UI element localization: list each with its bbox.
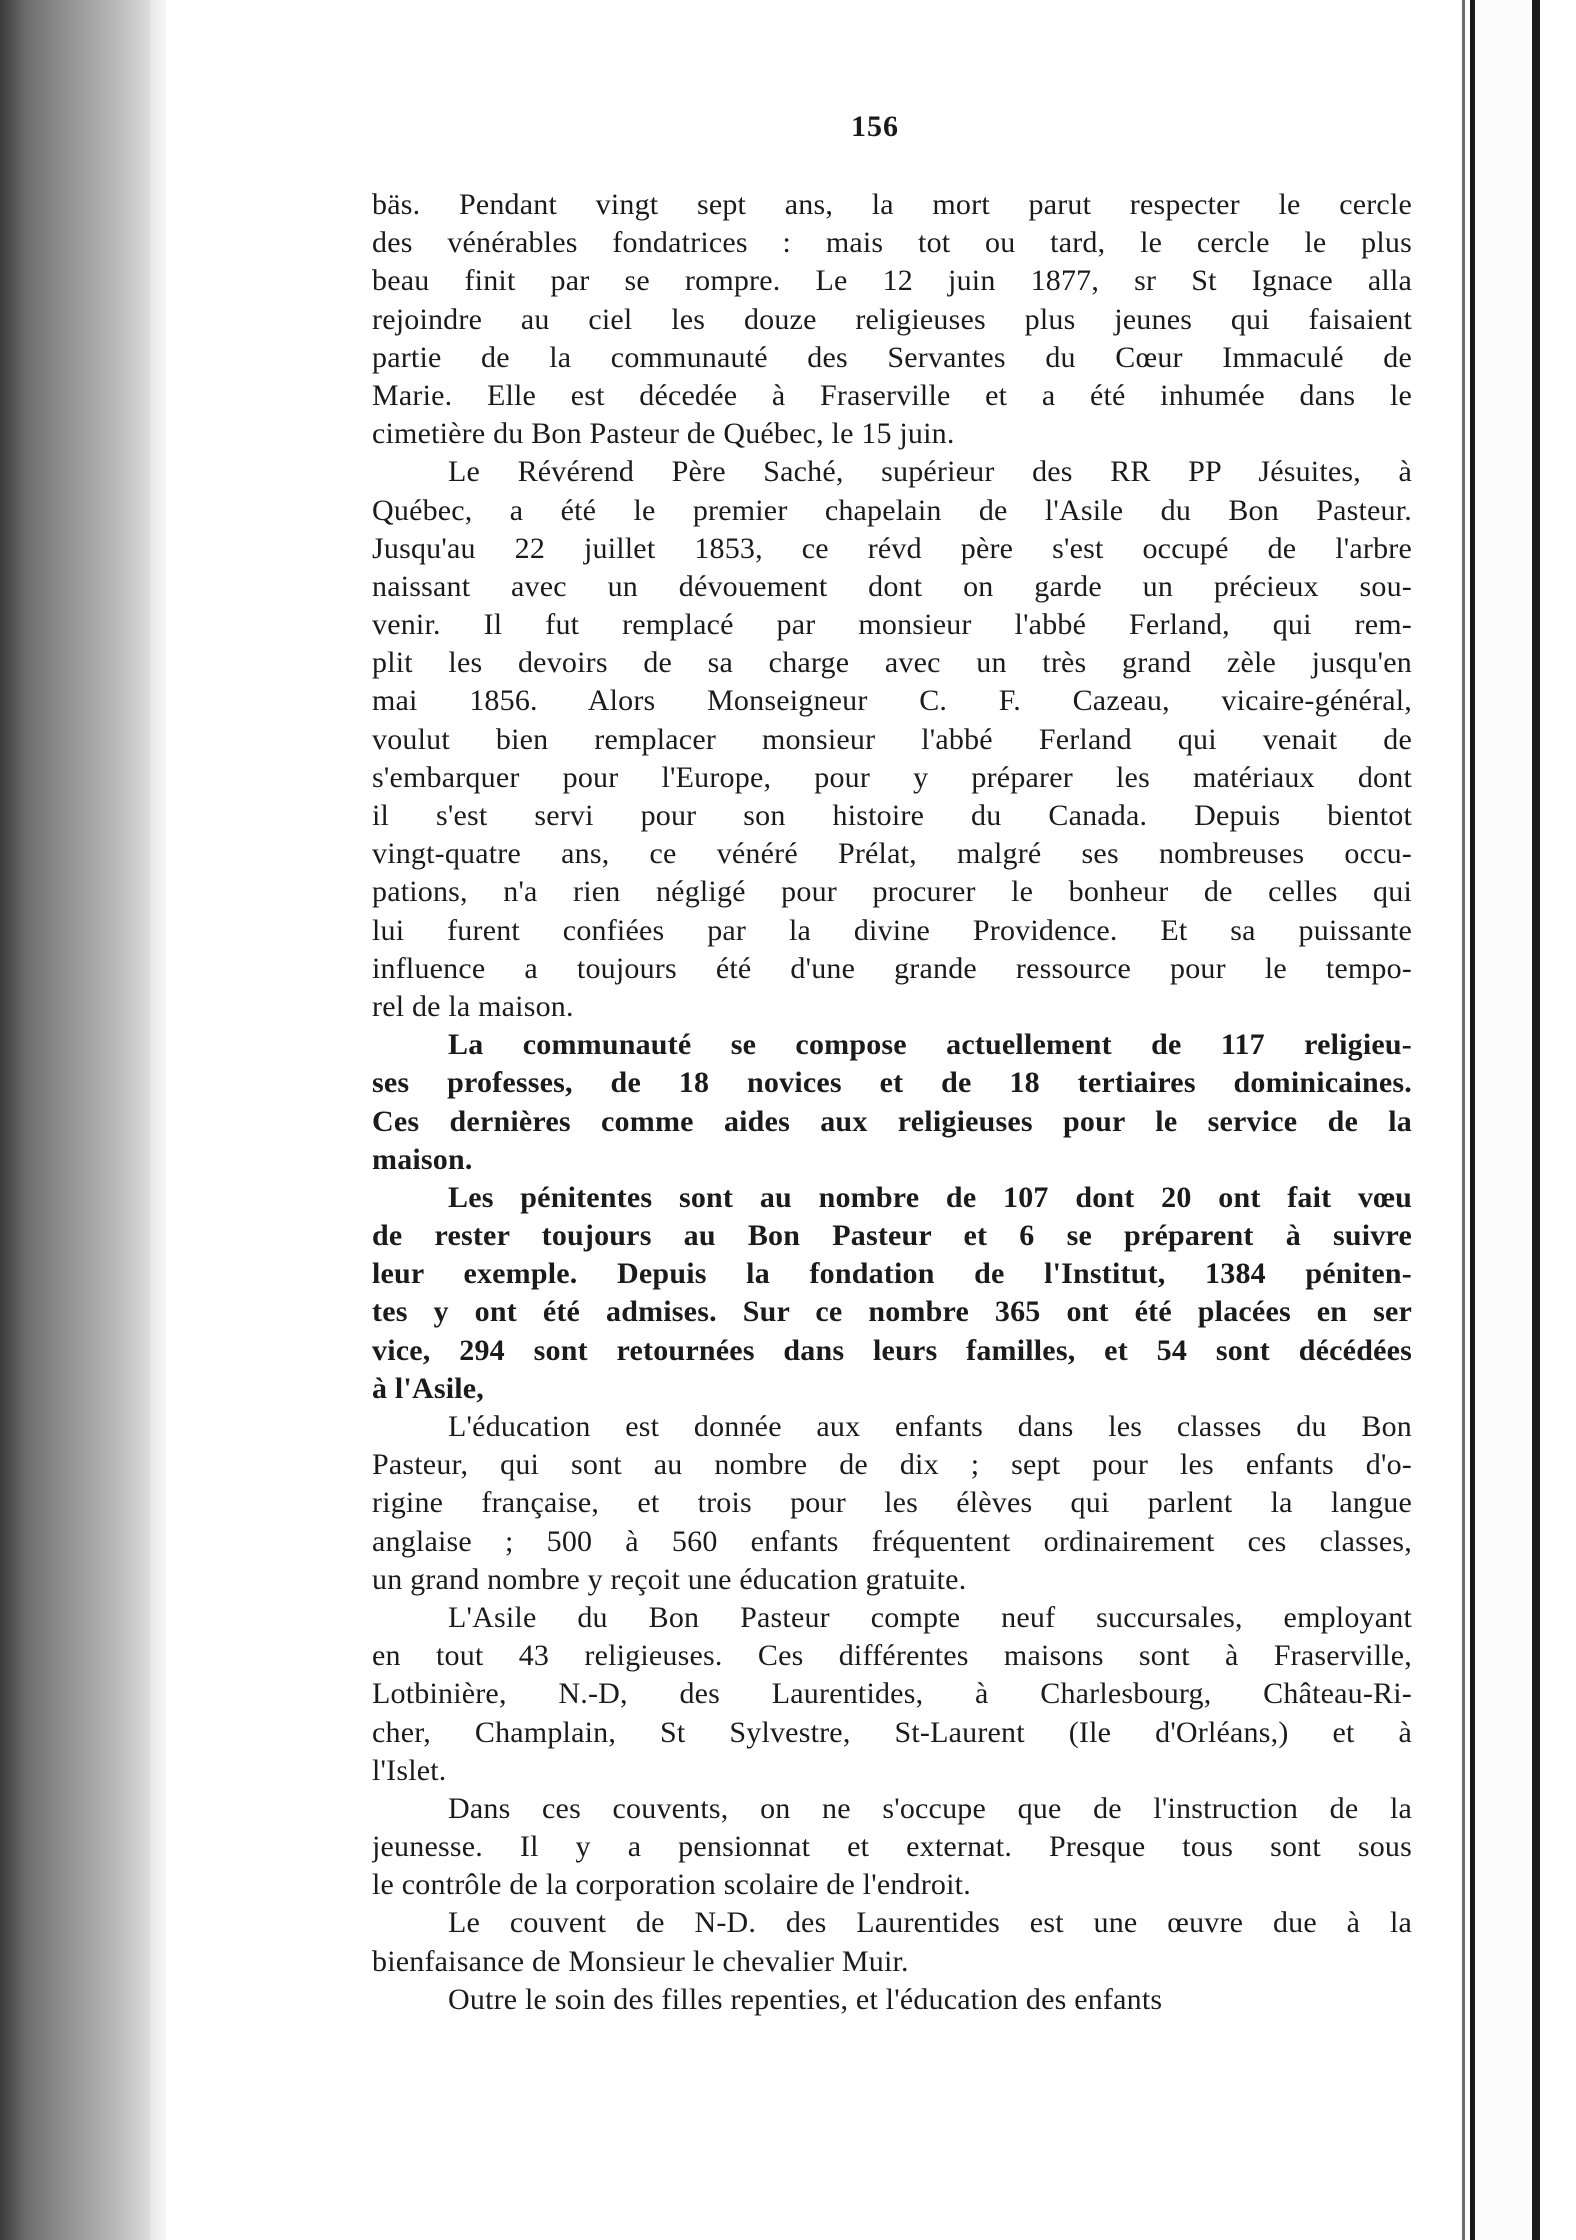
paragraph bbox=[372, 1981, 1412, 2019]
text-line: leur exemple. Depuis la fondation de l'Institut, 1384 péniten- bbox=[372, 1257, 1412, 1291]
text-line: L'éducation est donnée aux enfants dans les classes du Bon bbox=[448, 1410, 1412, 1443]
text-line: influence a toujours été d'une grande ressource pour le tempo- bbox=[372, 951, 1412, 985]
page-outer-margin bbox=[1475, 0, 1532, 2240]
text-line: plit les devoirs de sa charge avec un très grand zèle jusqu'en bbox=[372, 646, 1412, 680]
text-line: bienfaisance de Monsieur le chevalier Muir. bbox=[372, 1944, 909, 1978]
text-line: il s'est servi pour son histoire du Canada. Depuis bientot bbox=[372, 799, 1412, 832]
paragraph bbox=[372, 453, 1412, 1026]
text-line: Le couvent de N-D. des Laurentides est une œuvre due à la bbox=[448, 1906, 1412, 1940]
page-edge-line bbox=[1532, 0, 1540, 2240]
page-number: 156 bbox=[851, 110, 899, 143]
text-line: tes y ont été admises. Sur ce nombre 365 ont été placées en ser bbox=[372, 1295, 1412, 1329]
page-edge-line bbox=[1462, 0, 1465, 2240]
body-text bbox=[372, 186, 1412, 2019]
text-line: venir. Il fut remplacé par monsieur l'abbé Ferland, qui rem- bbox=[372, 608, 1412, 642]
paragraph bbox=[372, 1179, 1412, 1408]
text-line: anglaise ; 500 à 560 enfants fréquentent ordinairement ces classes, bbox=[372, 1524, 1412, 1558]
page-inner-margin bbox=[150, 0, 166, 2240]
text-line: bäs. Pendant vingt sept ans, la mort parut respecter le cercle bbox=[372, 188, 1412, 221]
text-line: s'embarquer pour l'Europe, pour y préparer les matériaux dont bbox=[372, 760, 1412, 794]
text-line: Marie. Elle est décedée à Fraserville et a été inhumée dans le bbox=[372, 378, 1412, 412]
text-line: Pasteur, qui sont au nombre de dix ; sept pour les enfants d'o- bbox=[372, 1448, 1412, 1482]
book-binding-gutter bbox=[0, 0, 150, 2240]
text-line: La communauté se compose actuellement de 117 religieu- bbox=[448, 1028, 1412, 1062]
text-line: Les pénitentes sont au nombre de 107 dont 20 ont fait vœu bbox=[448, 1180, 1412, 1214]
text-line: Outre le soin des filles repenties, et l'éducation des enfants bbox=[448, 1982, 1163, 2016]
text-line: Ces dernières comme aides aux religieuses pour le service de la bbox=[372, 1104, 1412, 1138]
paragraph bbox=[372, 1026, 1412, 1179]
text-line: un grand nombre y reçoit une éducation gratuite. bbox=[372, 1562, 967, 1596]
paragraph bbox=[372, 1790, 1412, 1905]
paragraph bbox=[372, 1599, 1412, 1790]
text-line: L'Asile du Bon Pasteur compte neuf succursales, employant bbox=[448, 1600, 1412, 1634]
text-line: le contrôle de la corporation scolaire de l'endroit. bbox=[372, 1868, 971, 1902]
text-line: beau finit par se rompre. Le 12 juin 1877, sr St Ignace alla bbox=[372, 264, 1412, 298]
text-line: rigine française, et trois pour les élèves qui parlent la langue bbox=[372, 1486, 1412, 1520]
text-line: rejoindre au ciel les douze religieuses plus jeunes qui faisaient bbox=[372, 302, 1412, 336]
text-line: pations, n'a rien négligé pour procurer le bonheur de celles qui bbox=[372, 875, 1412, 909]
text-line: des vénérables fondatrices : mais tot ou tard, le cercle le plus bbox=[372, 226, 1412, 260]
text-line: à l'Asile, bbox=[372, 1371, 484, 1405]
text-line: rel de la maison. bbox=[372, 989, 574, 1023]
text-line: voulut bien remplacer monsieur l'abbé Ferland qui venait de bbox=[372, 722, 1412, 756]
text-line: Dans ces couvents, on ne s'occupe que de l'instruction de la bbox=[448, 1791, 1412, 1825]
page-edge-line bbox=[1470, 0, 1475, 2240]
text-line: vingt-quatre ans, ce vénéré Prélat, malgré ses nombreuses occu- bbox=[372, 837, 1412, 871]
text-line: partie de la communauté des Servantes du Cœur Immaculé de bbox=[372, 340, 1412, 374]
text-line: mai 1856. Alors Monseigneur C. F. Cazeau, vicaire-général, bbox=[372, 684, 1412, 718]
paragraph bbox=[372, 1408, 1412, 1599]
text-line: maison. bbox=[372, 1142, 473, 1176]
text-line: Québec, a été le premier chapelain de l'Asile du Bon Pasteur. bbox=[372, 493, 1412, 527]
text-line: Jusqu'au 22 juillet 1853, ce révd père s'est occupé de l'arbre bbox=[372, 531, 1412, 565]
text-line: lui furent confiées par la divine Providence. Et sa puissante bbox=[372, 913, 1412, 947]
paragraph bbox=[372, 1904, 1412, 1980]
text-line: cimetière du Bon Pasteur de Québec, le 15 juin. bbox=[372, 417, 955, 451]
text-line: Le Révérend Père Saché, supérieur des RR PP Jésuites, à bbox=[448, 455, 1412, 489]
text-line: vice, 294 sont retournées dans leurs familles, et 54 sont décédées bbox=[372, 1333, 1412, 1367]
text-line: cher, Champlain, St Sylvestre, St-Laurent (Ile d'Orléans,) et à bbox=[372, 1715, 1412, 1749]
text-line: naissant avec un dévouement dont on garde un précieux sou- bbox=[372, 569, 1412, 603]
paragraph bbox=[372, 186, 1412, 453]
text-line: Lotbinière, N.-D, des Laurentides, à Charlesbourg, Château-Ri- bbox=[372, 1677, 1412, 1711]
text-line: ses professes, de 18 novices et de 18 tertiaires dominicaines. bbox=[372, 1066, 1412, 1100]
text-line: jeunesse. Il y a pensionnat et externat. Presque tous sont sous bbox=[372, 1830, 1412, 1864]
text-line: en tout 43 religieuses. Ces différentes maisons sont à Fraserville, bbox=[372, 1639, 1412, 1673]
text-line: de rester toujours au Bon Pasteur et 6 se préparent à suivre bbox=[372, 1219, 1412, 1253]
text-line: l'Islet. bbox=[372, 1753, 447, 1787]
